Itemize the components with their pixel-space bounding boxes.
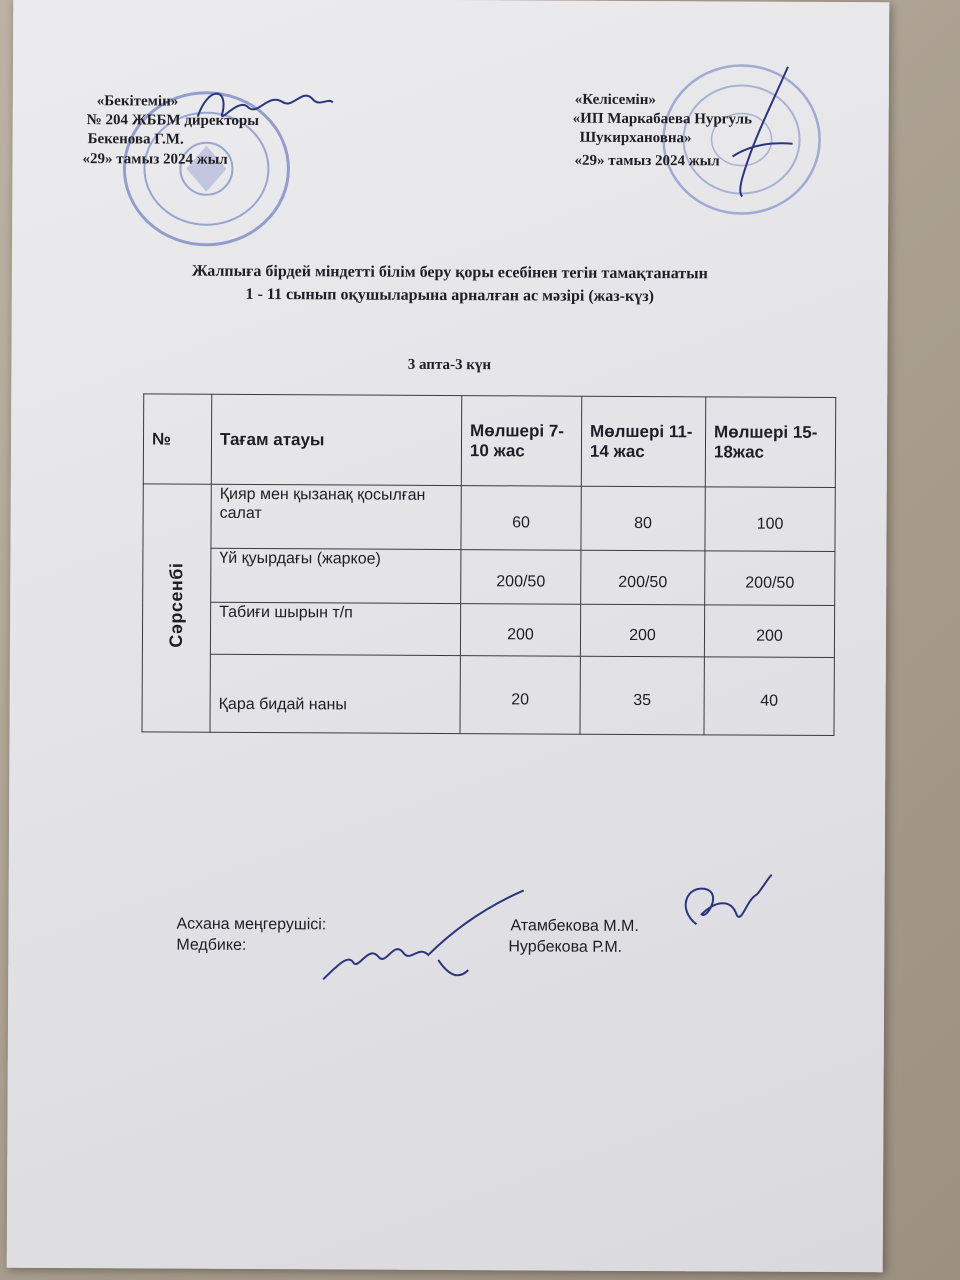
portion-7-10: 20 bbox=[460, 656, 580, 735]
canteen-head-label: Асхана меңгерушісі: bbox=[176, 915, 327, 934]
agreement-label: «Келісемін» bbox=[574, 91, 656, 109]
document-title-line1: Жалпыға бірдей міндетті білім беру қоры есебінен тегін тамақтанатын bbox=[191, 262, 708, 283]
portion-7-10: 200/50 bbox=[461, 550, 581, 605]
header-number: № bbox=[143, 394, 211, 484]
nurse-label: Медбике: bbox=[176, 936, 247, 954]
portion-15-18: 200/50 bbox=[705, 551, 835, 606]
header-age-11-14: Мөлшері 11-14 жас bbox=[581, 396, 705, 487]
table-row bbox=[143, 484, 835, 552]
weekday-cell bbox=[142, 484, 211, 732]
approval-name: Бекенова Г.М. bbox=[87, 131, 184, 148]
supplier-signature-icon bbox=[712, 61, 803, 201]
dish-name: Үй қуырдағы (жаркое) bbox=[211, 548, 461, 603]
approval-date: «29» тамыз 2024 жыл bbox=[82, 151, 228, 168]
dish-name: Қияр мен қызанақ қосылған салат bbox=[211, 484, 461, 549]
table-header-row bbox=[143, 394, 835, 488]
dish-name: Қара бидай наны bbox=[210, 654, 460, 733]
portion-11-14: 80 bbox=[581, 486, 705, 551]
approval-label: «Бекітемін» bbox=[96, 93, 179, 110]
canteen-head-name: Атамбекова М.М. bbox=[510, 917, 639, 936]
portion-11-14: 35 bbox=[580, 656, 704, 735]
agreement-company: «ИП Маркабаева Нургуль bbox=[572, 110, 753, 128]
portion-11-14: 200 bbox=[580, 604, 704, 657]
approval-position: № 204 ЖББМ директоры bbox=[86, 112, 259, 130]
menu-table bbox=[141, 393, 836, 736]
table-row bbox=[142, 602, 834, 658]
portion-15-18: 40 bbox=[704, 657, 834, 736]
portion-15-18: 100 bbox=[705, 487, 835, 552]
portion-7-10: 60 bbox=[461, 486, 581, 551]
agreement-name: Шукирхановна» bbox=[579, 129, 692, 147]
header-age-7-10: Мөлшері 7-10 жас bbox=[461, 396, 581, 487]
portion-11-14: 200/50 bbox=[581, 550, 705, 605]
nurse-name: Нурбекова Р.М. bbox=[508, 938, 623, 956]
agreement-date: «29» тамыз 2024 жыл bbox=[574, 152, 720, 170]
table-row bbox=[143, 548, 835, 606]
document-title-line2: 1 - 11 сынып оқушыларына арналған ас мәзірі (жаз-күз) bbox=[245, 285, 655, 306]
nurse-signature-icon bbox=[318, 884, 529, 995]
document-page bbox=[7, 0, 890, 1272]
header-dish-name: Тағам атауы bbox=[211, 394, 461, 485]
canteen-signature-icon bbox=[676, 869, 776, 940]
portion-15-18: 200 bbox=[704, 605, 834, 658]
dish-name: Табиғи шырын т/п bbox=[210, 602, 460, 655]
header-age-15-18: Мөлшері 15-18жас bbox=[705, 397, 835, 488]
table-row bbox=[142, 654, 834, 736]
week-day-label: 3 апта-3 күн bbox=[407, 356, 492, 374]
weekday-label: Сәрсенбі bbox=[165, 563, 187, 649]
portion-7-10: 200 bbox=[460, 604, 580, 657]
